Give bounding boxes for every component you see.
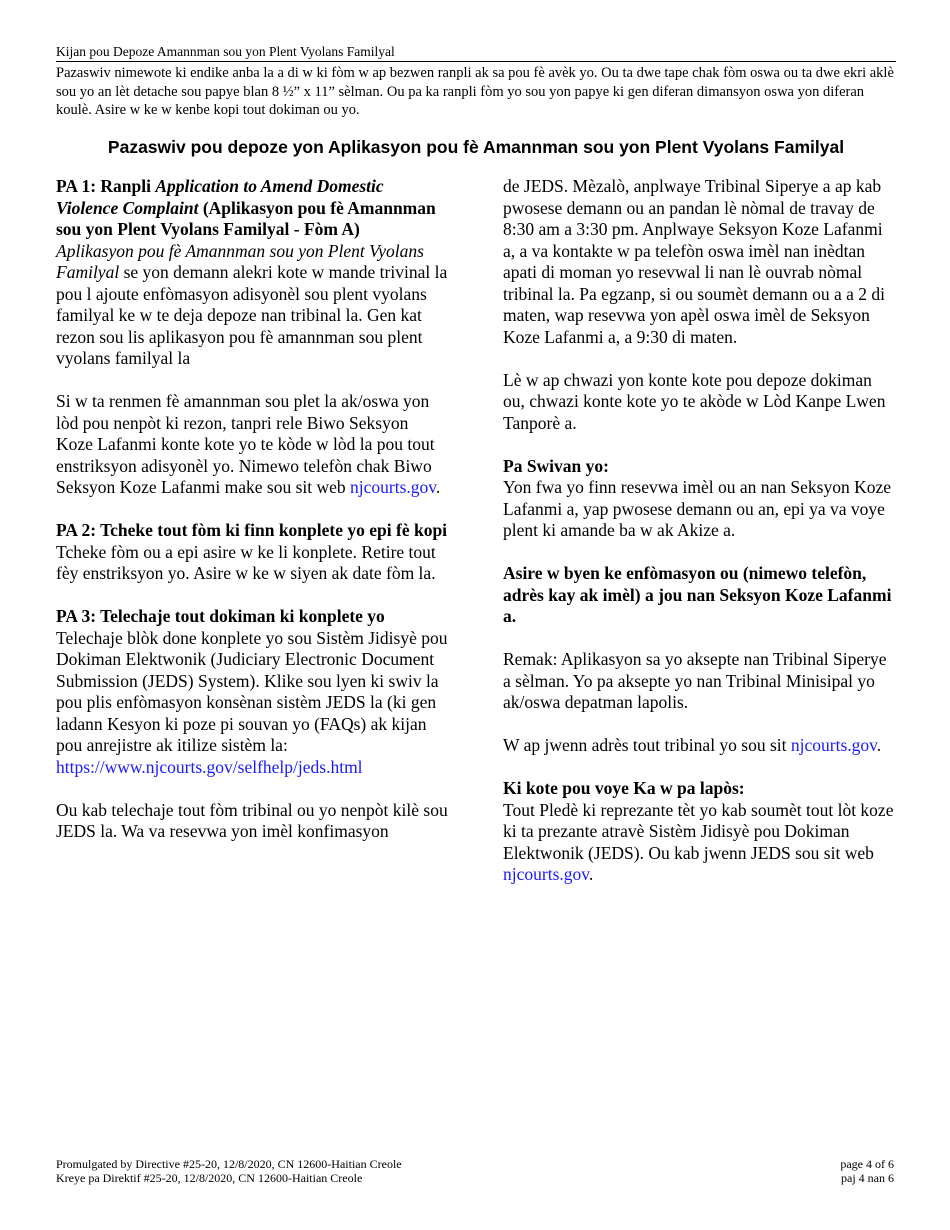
- njcourts-link[interactable]: njcourts.gov: [790, 735, 877, 755]
- step2-heading: PA 2: Tcheke tout fòm ki finn konplete yo epi fè kopi: [56, 520, 448, 540]
- step1-body: [56, 241, 449, 370]
- page-number-en: page 4 of 6: [840, 1157, 894, 1171]
- intro-paragraph: Pazaswiv nimewote ki endike anba la a di w ki fòm w ap bezwen ranpli ak sa pou fè avèk yo. Ou ta dwe tape chak fòm oswa ou ta dwe ekri aklè sou yo an lèt detache sou papye blan 8 ½” x 11” sèlman. Ou pa ka ranpli fòm yo sou yon papye ki gen diferan dimansyon oswa yon diferan koulè. Asire w ke w kenbe kopi tout dokiman ou yo.: [56, 65, 894, 118]
- step2-body: Tcheke fòm ou a epi asire w ke li konplete. Retire tout fèy enstriksyon yo. Asire w ke w siyen ak date fòm la.: [56, 541, 436, 583]
- footer-line-en: Promulgated by Directive #25-20, 12/8/2020, CN 12600-Haitian Creole: [56, 1157, 402, 1171]
- njcourts-link[interactable]: njcourts.gov: [350, 477, 436, 497]
- mail-body: Tout Pledè ki reprezante tèt yo kab soumèt tout lòt koze ki ta prezante atravè Sistèm Jidisyè pou Dokiman Elektwonik (JEDS). Ou kab jwenn JEDS sou sit web njcourts.gov.: [503, 799, 894, 884]
- remark: Remak: Aplikasyon sa yo aksepte nan Tribinal Siperye a sèlman. Yo pa aksepte yo nan Tribinal Minisipal yo ak/oswa depatman lapolis.: [503, 649, 887, 712]
- step1-para2: Si w ta renmen fè amannman sou plet la ak/oswa yon lòd pou nenpòt ki rezon, tanpri rele Biwo Seksyon Koze Lafanmi konte kote yo te kòde w lòd la pou tout enstriksyon adisyonèl yo. Nimewo telefòn chak Biwo Seksyon Koze Lafanmi make sou sit web njcourts.gov.: [56, 391, 441, 497]
- left-column: [56, 176, 449, 843]
- step1-form-en: Application to Amend Domestic Violence Complaint: [56, 176, 384, 218]
- step1-body-rest: se yon demann alekri kote w mande trivinal la pou l ajoute enfòmasyon adisyonèl sou plent vyolans familyal ke w te deja depoze nan tribinal la. Gen kat rezon sou lis aplikasyon pou fè amannman sou plent vyolans familyal la: [56, 262, 448, 368]
- next-step-heading: Pa Swivan yo:: [503, 455, 609, 476]
- page-number-ht: paj 4 nan 6: [841, 1171, 894, 1185]
- next-step-body: Yon fwa yo finn resevwa imèl ou an nan Seksyon Koze Lafanmi a, yap pwosese demann ou an, epi ya va voye plent ki amande ba w ak Akize a.: [503, 477, 892, 540]
- step3-para3: Lè w ap chwazi yon konte kote pou depoze dokiman ou, chwazi konte kote yo te akòde w Lòd Kanpe Lwen Tanporè a.: [503, 369, 886, 433]
- njcourts-link[interactable]: njcourts.gov: [503, 864, 589, 884]
- footer-directive: [56, 1157, 402, 1185]
- step3-para2-start: Ou kab telechaje tout fòm tribinal ou yo nenpòt kilè sou JEDS la. Wa va resevwa yon imèl konfimasyon: [56, 799, 448, 841]
- step3-para2-continued: de JEDS. Mèzalò, anplwaye Tribinal Siperye a ap kab pwosese demann ou an pandan lè nòmal de travay de 8:30 am a 3:30 pm. Anplwaye Seksyon Koze Lafanmi a, a va kontakte w pa telefòn oswa imèl nan inèdtan apati di moman yo resevwal li nan lè ouvrab nòmal tribinal la. Pa egzanp, si ou soumèt demann ou a a 2 di maten, wap resevwa yon apèl oswa imèl de Seksyon Koze Lafanmi a, a 9:30 di maten.: [503, 176, 885, 347]
- running-header: Kijan pou Depoze Amannman sou yon Plent Vyolans Familyal: [56, 43, 896, 62]
- step1-body-italic: Aplikasyon pou fè Amannman sou yon Plent Vyolans Familyal: [56, 240, 424, 282]
- step1-label: PA 1: Ranpli: [56, 176, 156, 196]
- page-title: Pazaswiv pou depoze yon Aplikasyon pou fè Amannman sou yon Plent Vyolans Familyal: [107, 137, 845, 157]
- footer-page-number: [840, 1157, 894, 1185]
- jeds-link[interactable]: https://www.njcourts.gov/selfhelp/jeds.html: [56, 756, 363, 777]
- footer-line-ht: Kreye pa Direktif #25-20, 12/8/2020, CN 12600-Haitian Creole: [56, 1171, 363, 1185]
- right-column: [503, 176, 898, 886]
- step1-heading: [56, 176, 449, 241]
- step1-para2-text: Si w ta renmen fè amannman sou plet la ak/oswa yon lòd pou nenpòt ki rezon, tanpri rele Biwo Seksyon Koze Lafanmi konte kote yo te kòde w lòd la pou tout enstriksyon adisyonèl yo. Nimewo telefòn chak Biwo Seksyon Koze Lafanmi make sou sit web: [56, 391, 435, 497]
- step3-body: Telechaje blòk done konplete yo sou Sistèm Jidisyè pou Dokiman Elektwonik (Judiciary Electronic Document Submission (JEDS) System). Klike sou lyen ki swiv la pou plis enfòmasyon konsènan sistèm JEDS la (ki gen ladann Kesyon ki poze pi souvan yo (FAQs) ak kijan pou anrejistre ak itilize sistèm la:: [56, 627, 448, 755]
- mail-heading: Ki kote pou voye Ka w pa lapòs:: [503, 778, 745, 798]
- step1-form-ht: (Aplikasyon pou fè Amannman sou yon Plent Vyolans Familyal - Fòm A): [56, 197, 436, 239]
- addresses-paragraph: W ap jwenn adrès tout tribinal yo sou sit njcourts.gov.: [503, 735, 882, 755]
- contact-info-notice: Asire w byen ke enfòmasyon ou (nimewo telefòn, adrès kay ak imèl) a jou nan Seksyon Koze Lafanmi a.: [503, 563, 892, 626]
- step3-heading: PA 3: Telechaje tout dokiman ki konplete yo: [56, 606, 385, 626]
